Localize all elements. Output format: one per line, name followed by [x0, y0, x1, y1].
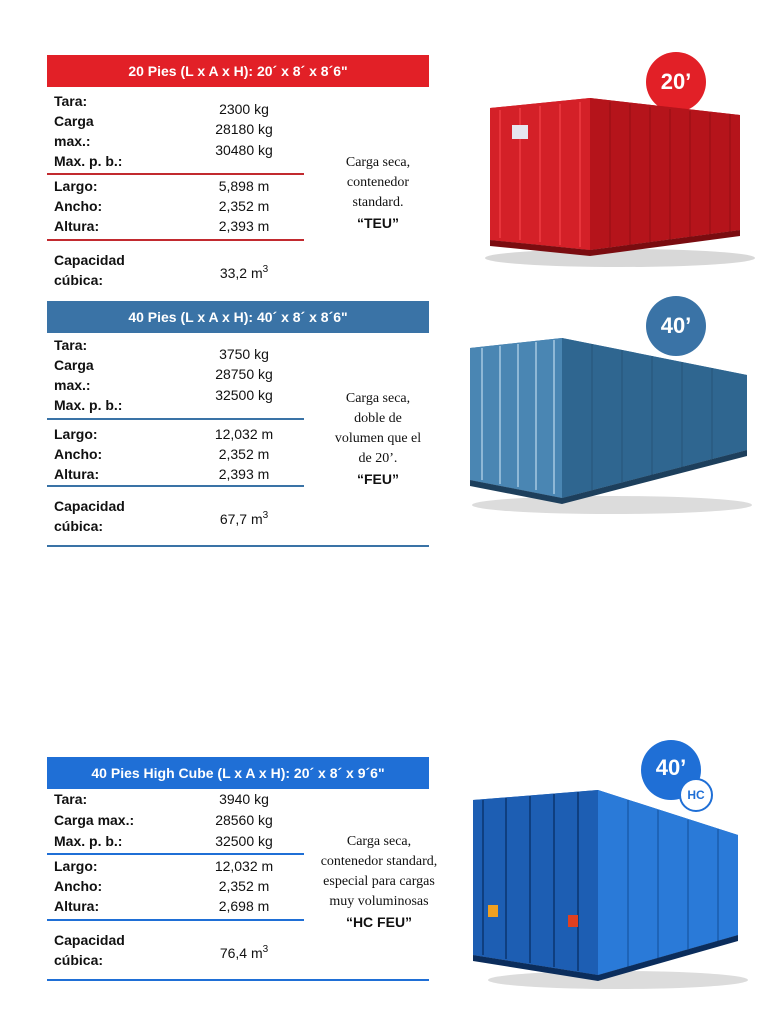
label-cubica: cúbica: — [54, 272, 104, 288]
type-tag: “FEU” — [357, 471, 399, 487]
label-mpb: Max. p. b.: — [54, 153, 123, 169]
header-40ft: 40 Pies (L x A x H): 40´ x 8´ x 8´6" — [47, 301, 429, 333]
label-tara: Tara: — [54, 93, 88, 109]
value-mpb: 30480 kg — [215, 142, 273, 158]
badge-hc: HC — [679, 778, 713, 812]
label-carga: Carga — [54, 113, 94, 129]
label-cubica: cúbica: — [54, 952, 104, 968]
value-tara: 2300 kg — [219, 101, 269, 117]
badge-40ft: 40’ — [646, 296, 706, 356]
value-capacidad: 33,2 $m^3$ — [219, 264, 269, 281]
label-altura: Altura: — [54, 898, 100, 914]
card-40ft-hc — [47, 757, 438, 983]
label-altura: Altura: — [54, 466, 100, 482]
separator — [47, 418, 304, 420]
card-40ft — [47, 301, 429, 549]
value-largo: 12,032 m — [214, 858, 274, 874]
description-20ft: Carga seca, contenedor standard. “TEU” — [315, 153, 441, 233]
value-carga: 28560 kg — [215, 812, 273, 828]
label-capacidad: Capacidad — [54, 498, 125, 514]
separator — [47, 919, 304, 921]
separator — [47, 173, 304, 175]
card-bottom-rule — [47, 545, 429, 547]
header-20ft: 20 Pies (L x A x H): 20´ x 8´ x 8´6" — [47, 55, 429, 87]
label-cubica: cúbica: — [54, 518, 104, 534]
value-carga: 28180 kg — [215, 121, 273, 137]
container-40ft-image — [462, 330, 752, 520]
value-capacidad: 67,7 $m^3$ — [219, 510, 269, 527]
value-tara: 3750 kg — [219, 346, 269, 362]
value-mpb: 32500 kg — [215, 387, 273, 403]
card-20ft — [47, 55, 429, 295]
label-carga: Carga max.: — [54, 812, 135, 828]
label-ancho: Ancho: — [54, 878, 103, 894]
container-20ft-image — [470, 90, 760, 275]
value-mpb: 32500 kg — [215, 833, 273, 849]
badge-20ft: 20’ — [646, 52, 706, 112]
label-largo: Largo: — [54, 858, 98, 874]
container-40ft-hc-image — [468, 785, 748, 995]
value-ancho: 2,352 m — [218, 878, 270, 894]
value-ancho: 2,352 m — [218, 198, 270, 214]
label-mpb: Max. p. b.: — [54, 833, 123, 849]
label-altura: Altura: — [54, 218, 100, 234]
card-bottom-rule — [47, 979, 429, 981]
description-40ft: Carga seca, doble de volumen que el de 20’. “FEU” — [315, 389, 441, 489]
separator — [47, 485, 304, 487]
label-carga: Carga — [54, 357, 94, 373]
label-capacidad: Capacidad — [54, 252, 125, 268]
value-capacidad: 76,4 $m^3$ — [219, 944, 269, 961]
label-capacidad: Capacidad — [54, 932, 125, 948]
value-largo: 5,898 m — [218, 178, 270, 194]
badge-40ft-hc: 40’ — [641, 740, 701, 800]
type-tag: “TEU” — [357, 215, 399, 231]
type-tag: “HC FEU” — [345, 914, 413, 930]
value-altura: 2,698 m — [218, 898, 270, 914]
value-altura: 2,393 m — [218, 466, 270, 482]
label-tara: Tara: — [54, 791, 88, 807]
separator — [47, 239, 304, 241]
label-max: max.: — [54, 133, 91, 149]
header-40ft-hc: 40 Pies High Cube (L x A x H): 20´ x 8´ x 9´6" — [47, 757, 429, 789]
description-40ft-hc: Carga seca, contenedor standard, especial para cargas muy voluminosas “HC FEU” — [309, 832, 449, 932]
label-mpb: Max. p. b.: — [54, 397, 123, 413]
label-tara: Tara: — [54, 337, 88, 353]
label-ancho: Ancho: — [54, 198, 103, 214]
value-altura: 2,393 m — [218, 218, 270, 234]
value-carga: 28750 kg — [215, 366, 273, 382]
label-ancho: Ancho: — [54, 446, 103, 462]
value-largo: 12,032 m — [214, 426, 274, 442]
value-ancho: 2,352 m — [218, 446, 270, 462]
label-largo: Largo: — [54, 426, 98, 442]
separator — [47, 853, 304, 855]
value-tara: 3940 kg — [219, 791, 269, 807]
label-largo: Largo: — [54, 178, 98, 194]
label-max: max.: — [54, 377, 91, 393]
